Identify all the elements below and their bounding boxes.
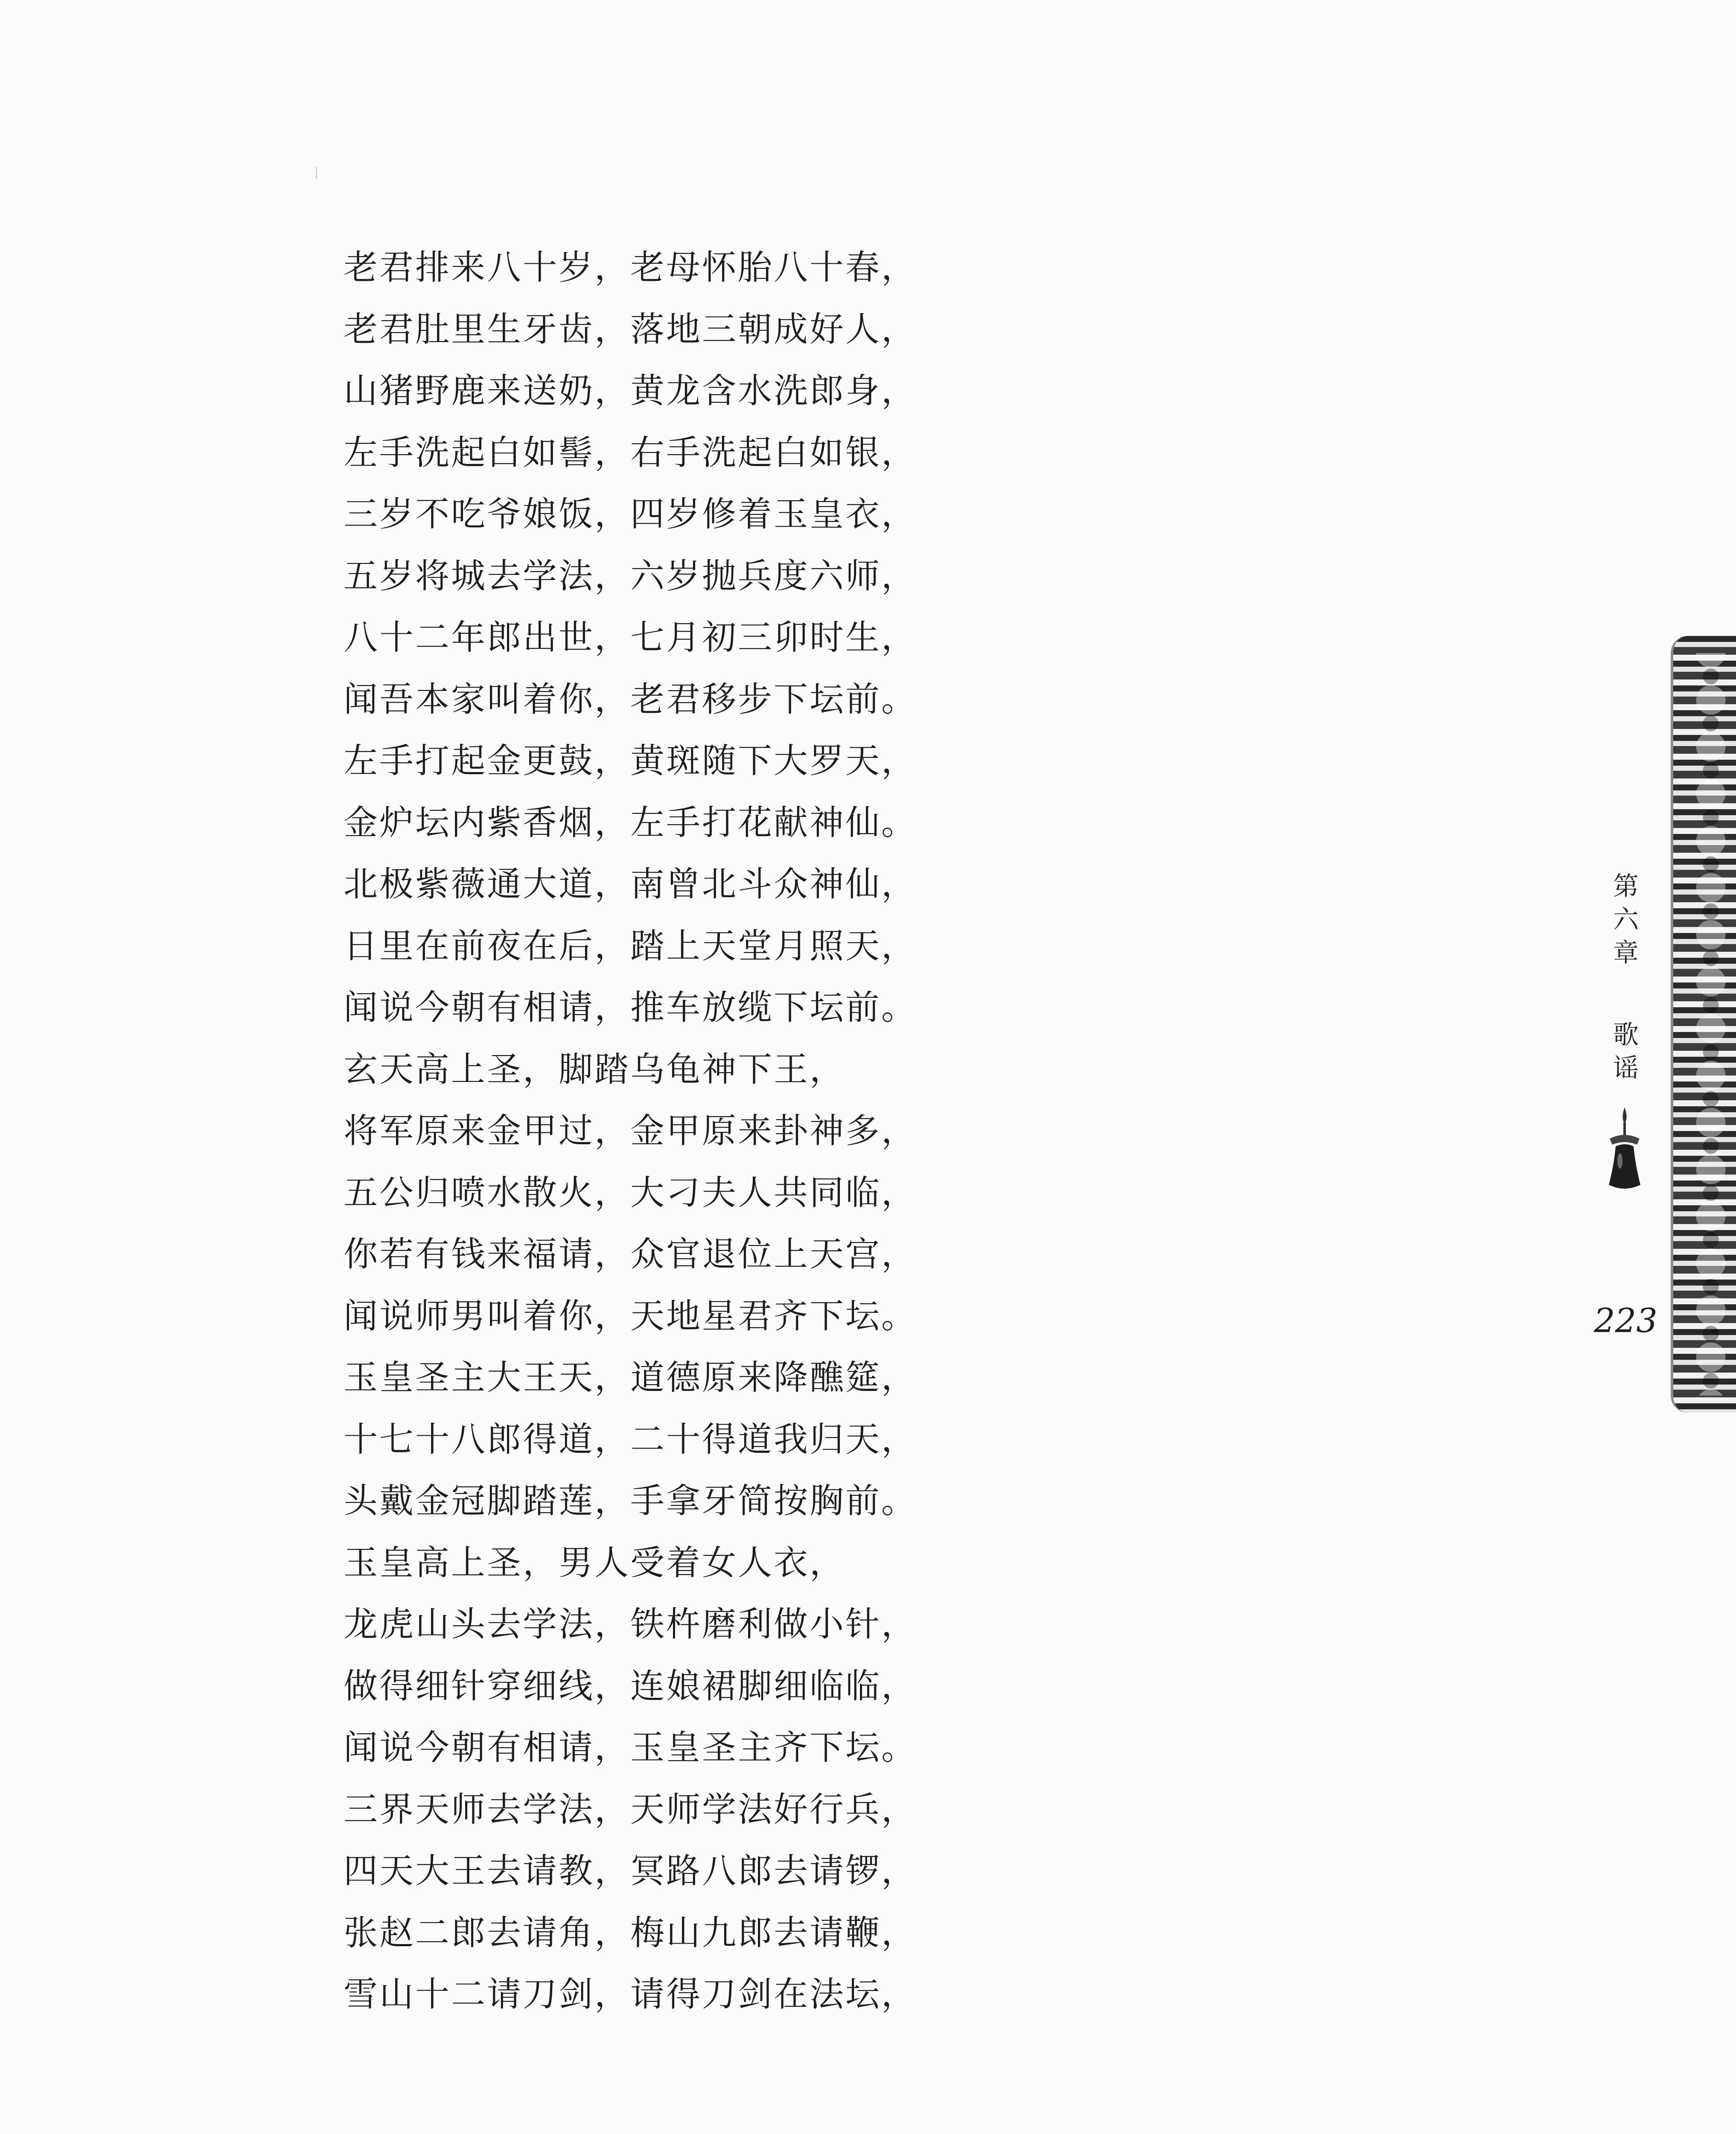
verse-line: 你若有钱来福请，众官退位上天宫， — [344, 1234, 917, 1274]
verse-line: 玄天高上圣，脚踏乌龟神下王， — [344, 1049, 845, 1089]
verse-line: 老君肚里生牙齿，落地三朝成好人， — [344, 309, 917, 349]
verse-line: 三岁不吃爷娘饭，四岁修着玉皇衣， — [344, 494, 917, 534]
verse-line: 玉皇高上圣，男人受着女人衣， — [344, 1542, 845, 1583]
verse-block — [344, 237, 941, 2026]
verse-line: 闻说今朝有相请，玉皇圣主齐下坛。 — [344, 1728, 917, 1767]
verse-line: 三界天师去学法，天师学法好行兵， — [344, 1789, 917, 1829]
verse-line: 头戴金冠脚踏莲，手拿牙简按胸前。 — [344, 1481, 917, 1521]
verse-line: 山猪野鹿来送奶，黄龙含水洗郎身， — [344, 371, 917, 411]
verse-line: 八十二年郎出世，七月初三卯时生， — [344, 618, 917, 657]
verse-line: 闻吾本家叫着你，老君移步下坛前。 — [344, 679, 917, 719]
verse-line: 玉皇圣主大王天，道德原来降醮筵， — [344, 1358, 917, 1397]
verse-line: 左手打起金更鼓，黄斑随下大罗天， — [344, 741, 917, 781]
bell-icon — [1601, 1105, 1648, 1195]
verse-line: 龙虎山头去学法，铁杵磨利做小针， — [344, 1604, 917, 1644]
section-title: 歌 谣 — [1613, 1020, 1639, 1083]
decorative-pattern — [1686, 653, 1736, 1396]
verse-line: 日里在前夜在后，踏上天堂月照天， — [344, 926, 917, 966]
verse-line: 张赵二郎去请角，梅山九郎去请鞭， — [344, 1912, 917, 1953]
chapter-label — [1609, 837, 1643, 1085]
chapter-title: 第 六 章 — [1613, 872, 1639, 968]
verse-line: 闻说师男叫着你，天地星君齐下坛。 — [344, 1296, 917, 1336]
verse-line: 金炉坛内紫香烟，左手打花献神仙。 — [344, 802, 917, 843]
verse-line: 四天大王去请教，冥路八郎去请锣， — [344, 1851, 917, 1891]
verse-line: 左手洗起白如髻，右手洗起白如银， — [344, 432, 917, 472]
verse-line: 将军原来金甲过，金甲原来卦神多， — [344, 1111, 917, 1151]
verse-line: 十七十八郎得道，二十得道我归天， — [344, 1419, 917, 1459]
verse-line: 五公归喷水散火，大刁夫人共同临， — [344, 1172, 917, 1213]
verse-line: 北极紫薇通大道，南曾北斗众神仙， — [344, 864, 917, 904]
verse-line: 五岁将城去学法，六岁抛兵度六师， — [344, 556, 917, 596]
verse-line: 闻说今朝有相请，推车放缆下坛前。 — [344, 988, 917, 1027]
page-number: 223 — [1594, 1302, 1657, 1340]
scan-speck — [316, 166, 317, 179]
verse-line: 雪山十二请刀剑，请得刀剑在法坛， — [344, 1974, 917, 2014]
verse-line: 做得细针穿细线，连娘裙脚细临临， — [344, 1666, 917, 1706]
verse-line: 老君排来八十岁，老母怀胎八十春， — [344, 248, 917, 287]
